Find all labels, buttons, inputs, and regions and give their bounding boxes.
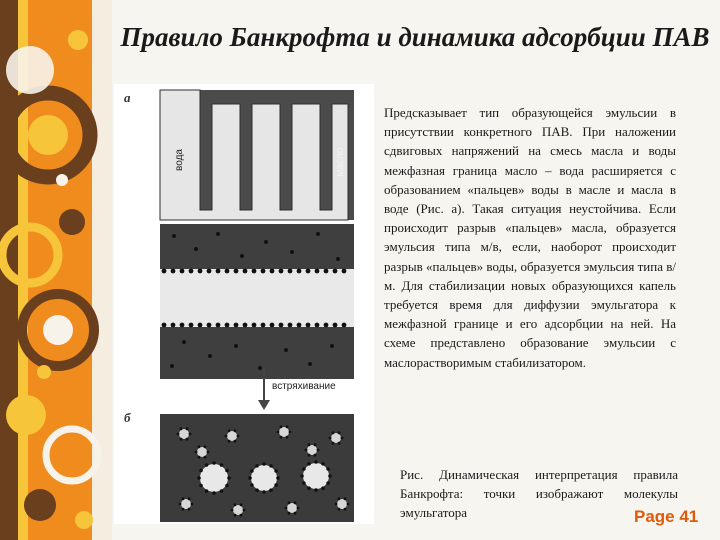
emulsifier-dot [269, 464, 273, 468]
emulsifier-dot [207, 451, 210, 454]
emulsifier-dot [270, 323, 275, 328]
emulsifier-dot [199, 469, 203, 473]
emulsifier-dot [207, 269, 212, 274]
emulsifier-dot [225, 269, 230, 274]
emulsifier-dot [220, 489, 224, 493]
emulsifier-dot [248, 476, 252, 480]
emulsifier-dot [280, 436, 283, 439]
emulsifier-dot [290, 250, 294, 254]
emulsifier-dot [285, 507, 288, 510]
emulsifier-dot [314, 443, 317, 446]
emulsifier-dot [307, 462, 311, 466]
emulsifier-dot [326, 467, 330, 471]
emulsifier-dot [189, 433, 192, 436]
emulsifier-dot [328, 474, 332, 478]
emulsifier-dot [194, 247, 198, 251]
panel-b-letter: б [124, 410, 131, 425]
emulsifier-dot [276, 476, 280, 480]
emulsifier-dot [171, 269, 176, 274]
emulsifier-dot [228, 429, 231, 432]
emulsifier-dot [220, 463, 224, 467]
emulsifier-dot [186, 427, 189, 430]
emulsifier-dot [307, 486, 311, 490]
emulsifier-dot [227, 431, 237, 441]
emulsifier-dot [338, 497, 341, 500]
emulsifier-dot [231, 509, 234, 512]
decorative-left-strip [0, 0, 112, 540]
emulsifier-dot [286, 425, 289, 428]
emulsifier-dot [294, 501, 297, 504]
emulsifier-dot [315, 323, 320, 328]
emulsifier-dot [195, 451, 198, 454]
emulsifier-dot [305, 449, 308, 452]
emulsifier-dot [216, 269, 221, 274]
emulsifier-dot [335, 503, 338, 506]
emulsifier-dot [237, 435, 240, 438]
emulsifier-dot [338, 431, 341, 434]
emulsifier-dot [306, 323, 311, 328]
emulsifier-dot [228, 440, 231, 443]
emulsifier-dot [199, 484, 203, 488]
emulsifier-dot [240, 514, 243, 517]
emulsifier-dot [225, 484, 229, 488]
emulsifier-dot [324, 323, 329, 328]
emulsifier-dot [255, 488, 259, 492]
emulsifier-dot [255, 464, 259, 468]
emulsifier-dot [332, 431, 335, 434]
emulsifier-dot [338, 508, 341, 511]
emulsifier-dot [344, 497, 347, 500]
shake-label: встряхивание [272, 381, 336, 392]
emulsifier-dot [171, 323, 176, 328]
emulsifier-dot [243, 323, 248, 328]
emulsifier-dot [198, 269, 203, 274]
emulsifier-dot [306, 269, 311, 274]
emulsifier-dot [297, 269, 302, 274]
emulsifier-dot [297, 507, 300, 510]
emulsifier-dot [198, 323, 203, 328]
page-number: Page 41 [634, 507, 699, 526]
figure-caption: Рис. Динамическая интерпретация правила Банкрофта: точки изображают молекулы эмульгатора [400, 467, 678, 521]
slide-title: Правило Банкрофта и динамика адсорбции ПАВ [120, 22, 710, 52]
emulsifier-dot [162, 323, 167, 328]
emulsifier-dot [204, 445, 207, 448]
emulsifier-dot [212, 491, 216, 495]
emulsifier-dot [182, 508, 185, 511]
emulsifier-dot [198, 445, 201, 448]
emulsifier-dot [189, 269, 194, 274]
emulsifier-dot [264, 240, 268, 244]
emulsifier-dot [240, 503, 243, 506]
emulsifier-dot [274, 469, 278, 473]
water-label: вода [174, 149, 185, 171]
body-paragraph: Предсказывает тип образующейся эмульсии в присутствии конкретного ПАВ. При наложении сдвиговых напряжений на смесь масла и воды межфазная граница масло – вода расширяется с образованием «пальцев» воды в масле и масла в воде (Рис. а). Такая ситуация неустойчива. Если происходит разрыв «пальцев» масла, образуется эмульсия типа м/в, если, наоборот происходит разрыв «пальцев» воды, образуется эмульсия типа в/м. Для стабилизации новых образующихся капель требуется время для диффузии эмульгатора к межфазной границе и его адсорбции на ней. На схеме представлено образование эмульсии с маслорастворимым стабилизатором. [384, 105, 676, 370]
emulsifier-dot [233, 505, 243, 515]
emulsifier-dot [331, 433, 341, 443]
emulsifier-dot [188, 508, 191, 511]
emulsifier-dot [250, 483, 254, 487]
emulsifier-dot [225, 435, 228, 438]
panel-a-letter: а [124, 90, 131, 105]
emulsifier-dot [330, 344, 334, 348]
emulsifier-dot [208, 354, 212, 358]
emulsifier-dot [277, 431, 280, 434]
emulsifier-dot [225, 469, 229, 473]
oil-label: масло [335, 147, 346, 177]
emulsifier-dot [234, 269, 239, 274]
emulsifier-dot [182, 340, 186, 344]
emulsifier-dot [303, 463, 329, 489]
emulsifier-dot [332, 442, 335, 445]
emulsifier-dot [207, 323, 212, 328]
emulsifier-dot [198, 456, 201, 459]
emulsifier-dot [180, 323, 185, 328]
emulsifier-dot [297, 323, 302, 328]
emulsifier-dot [333, 269, 338, 274]
water-band [160, 269, 354, 327]
emulsifier-dot [270, 269, 275, 274]
shake-arrowhead [258, 400, 270, 410]
emulsifier-dot [225, 323, 230, 328]
emulsifier-dot [274, 483, 278, 487]
emulsifier-dot [188, 497, 191, 500]
emulsifier-dot [212, 461, 216, 465]
emulsifier-dot [204, 456, 207, 459]
emulsifier-dot [333, 323, 338, 328]
emulsifier-dot [205, 489, 209, 493]
emulsifier-dot [308, 443, 311, 446]
emulsifier-dot [234, 514, 237, 517]
emulsifier-dot [261, 323, 266, 328]
emulsifier-dot [284, 348, 288, 352]
emulsifier-dot [240, 254, 244, 258]
emulsifier-dot [234, 323, 239, 328]
emulsifier-dot [280, 425, 283, 428]
emulsifier-dot [337, 499, 347, 509]
emulsifier-dot [186, 438, 189, 441]
emulsifier-dot [279, 269, 284, 274]
oil-band-top [160, 224, 354, 269]
emulsifier-dot [288, 269, 293, 274]
emulsifier-dot [162, 269, 167, 274]
emulsifier-dot [197, 476, 201, 480]
emulsifier-dot [279, 323, 284, 328]
water-fingers [160, 90, 348, 220]
emulsifier-dot [179, 429, 189, 439]
emulsifier-dot [307, 445, 317, 455]
emulsifier-dot [314, 454, 317, 457]
emulsifier-dot [341, 437, 344, 440]
emulsifier-dot [314, 460, 318, 464]
emulsifier-dot [252, 269, 257, 274]
emulsifier-dot [182, 497, 185, 500]
emulsifier-dot [317, 449, 320, 452]
emulsifier-dot [326, 481, 330, 485]
emulsifier-dot [170, 364, 174, 368]
emulsifier-dot [302, 481, 306, 485]
emulsifier-dot [177, 433, 180, 436]
emulsifier-dot [172, 234, 176, 238]
bancroft-figure [114, 84, 374, 524]
emulsifier-dot [191, 503, 194, 506]
emulsifier-dot [288, 323, 293, 328]
emulsifier-dot [216, 232, 220, 236]
emulsifier-dot [338, 442, 341, 445]
emulsifier-dot [286, 436, 289, 439]
emulsifier-dot [234, 440, 237, 443]
emulsifier-dot [181, 499, 191, 509]
emulsifier-dot [342, 269, 347, 274]
emulsifier-dot [251, 465, 277, 491]
figure-diagram [114, 84, 374, 524]
emulsifier-dot [302, 467, 306, 471]
emulsifier-dot [344, 508, 347, 511]
emulsifier-dot [262, 490, 266, 494]
emulsifier-dot [261, 269, 266, 274]
decorative-pattern [0, 0, 112, 540]
emulsifier-dot [321, 486, 325, 490]
emulsifier-dot [197, 447, 207, 457]
emulsifier-dot [321, 462, 325, 466]
emulsifier-dot [316, 232, 320, 236]
emulsifier-dot [200, 464, 228, 492]
emulsifier-dot [234, 429, 237, 432]
emulsifier-dot [250, 469, 254, 473]
oil-band-bottom [160, 327, 354, 379]
emulsifier-dot [205, 463, 209, 467]
emulsifier-dot [289, 431, 292, 434]
emulsifier-dot [269, 488, 273, 492]
emulsifier-dot [329, 437, 332, 440]
emulsifier-dot [234, 503, 237, 506]
emulsifier-dot [342, 323, 347, 328]
emulsifier-dot [324, 269, 329, 274]
emulsifier-dot [180, 269, 185, 274]
emulsifier-dot [243, 509, 246, 512]
emulsifier-dot [294, 512, 297, 515]
emulsifier-dot [287, 503, 297, 513]
emulsifier-dot [314, 488, 318, 492]
emulsifier-dot [279, 427, 289, 437]
emulsifier-dot [288, 512, 291, 515]
emulsifier-dot [252, 323, 257, 328]
emulsifier-dot [243, 269, 248, 274]
emulsifier-dot [227, 476, 231, 480]
emulsifier-dot [189, 323, 194, 328]
emulsifier-dot [288, 501, 291, 504]
emulsifier-dot [258, 366, 262, 370]
emulsifier-dot [308, 454, 311, 457]
emulsifier-dot [336, 257, 340, 261]
emulsifier-dot [234, 344, 238, 348]
emulsifier-dot [300, 474, 304, 478]
emulsifier-dot [308, 362, 312, 366]
emulsifier-dot [347, 503, 350, 506]
emulsifier-dot [216, 323, 221, 328]
emulsifier-dot [179, 503, 182, 506]
emulsifier-dot [262, 462, 266, 466]
emulsifier-dot [180, 438, 183, 441]
emulsifier-dot [315, 269, 320, 274]
emulsifier-dot [180, 427, 183, 430]
